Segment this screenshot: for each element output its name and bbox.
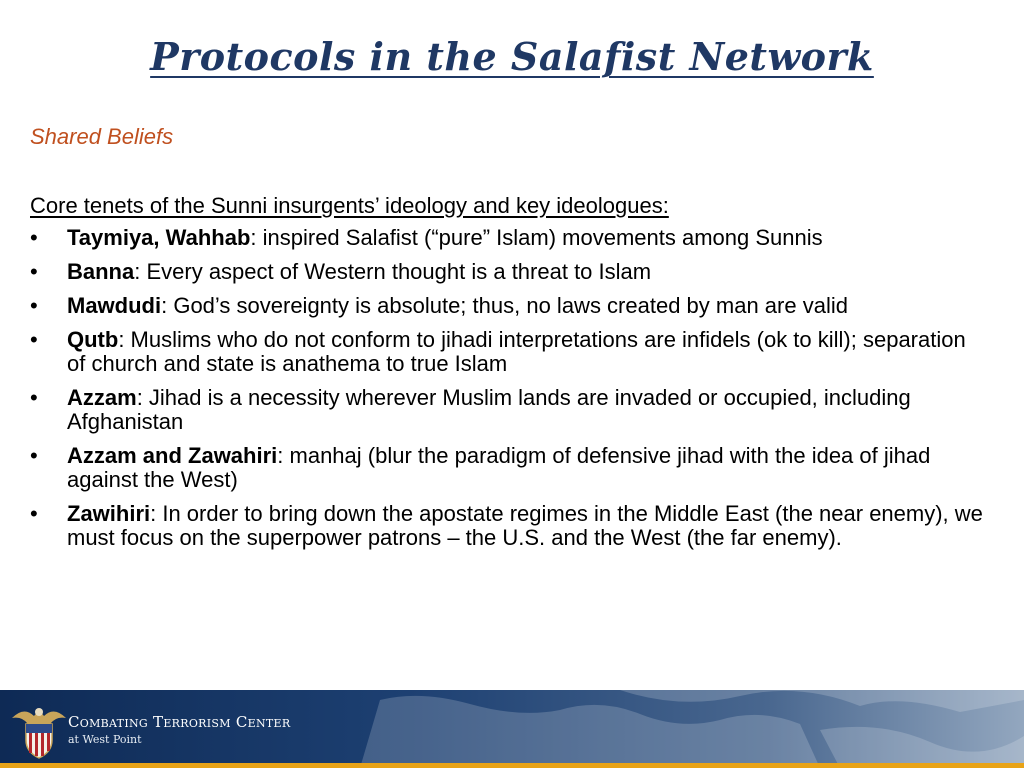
bullet-text: : Every aspect of Western thought is a threat to Islam xyxy=(134,259,652,284)
bullet-text: : Jihad is a necessity wherever Muslim lands are invaded or occupied, including Afghanistan xyxy=(67,385,911,434)
bullet-text: : God’s sovereignty is absolute; thus, no laws created by man are valid xyxy=(161,293,848,318)
bullet-text: : Muslims who do not conform to jihadi interpretations are infidels (ok to kill); separation of church and state is anathema to true Islam xyxy=(67,327,966,376)
intro-line: Core tenets of the Sunni insurgents’ ideology and key ideologues: xyxy=(30,193,669,218)
bullet-ideologue: Azzam xyxy=(67,385,137,410)
bullet-item xyxy=(30,502,990,550)
bullet-icon: • xyxy=(30,385,38,410)
bullet-icon: • xyxy=(30,225,38,250)
bullet-icon: • xyxy=(30,259,38,284)
eagle-shield-crest-icon xyxy=(10,700,68,760)
bullet-ideologue: Azzam and Zawahiri xyxy=(67,443,278,468)
bullet-list xyxy=(30,226,990,560)
bullet-ideologue: Mawdudi xyxy=(67,293,162,318)
bullet-ideologue: Qutb xyxy=(67,327,119,352)
bullet-item xyxy=(30,226,990,250)
bullet-ideologue: Zawihiri xyxy=(67,501,151,526)
bullet-icon: • xyxy=(30,501,38,526)
org-name: Combating Terrorism Center xyxy=(68,713,291,731)
org-subtitle: at West Point xyxy=(68,733,142,746)
bullet-item xyxy=(30,444,990,492)
slide-title: Protocols in the Salafist Network xyxy=(150,34,874,79)
bullet-text: : manhaj (blur the paradigm of defensive jihad with the idea of jihad against the West) xyxy=(67,443,931,492)
bullet-text: : In order to bring down the apostate regimes in the Middle East (the near enemy), we must focus on the superpower patrons – the U.S. and the West (the far enemy). xyxy=(67,501,983,550)
bullet-ideologue: Taymiya, Wahhab xyxy=(67,225,251,250)
bullet-icon: • xyxy=(30,443,38,468)
bullet-ideologue: Banna xyxy=(67,259,135,284)
section-subtitle: Shared Beliefs xyxy=(30,124,174,149)
bullet-item xyxy=(30,260,990,284)
bullet-item xyxy=(30,328,990,376)
bullet-icon: • xyxy=(30,327,38,352)
bullet-text: : inspired Salafist (“pure” Islam) movements among Sunnis xyxy=(250,225,823,250)
bullet-item xyxy=(30,386,990,434)
bullet-icon: • xyxy=(30,293,38,318)
bullet-item xyxy=(30,294,990,318)
footer-accent-rule xyxy=(0,763,1024,768)
